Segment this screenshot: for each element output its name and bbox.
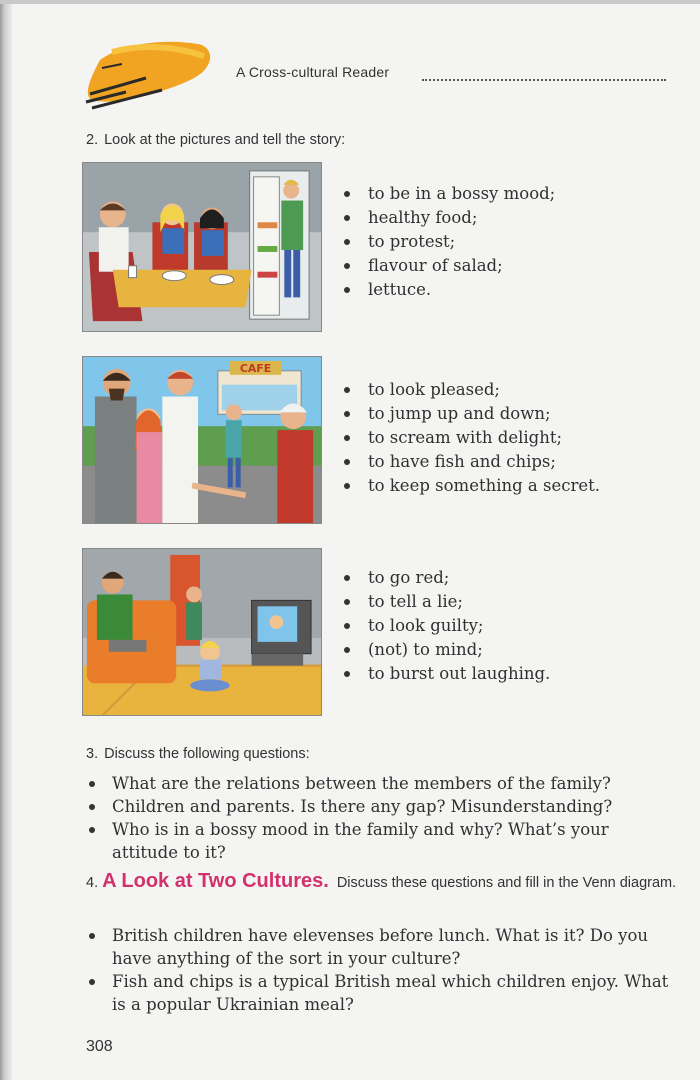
task-3-instruction — [86, 746, 310, 762]
vocab-item: lettuce. — [340, 278, 555, 302]
question-item: Who is in a bossy mood in the family and why? What’s your attitude to it? — [86, 818, 676, 864]
vocab-item: to burst out laughing. — [340, 662, 550, 686]
vocab-item: healthy food; — [340, 206, 555, 230]
bullet-icon — [344, 459, 350, 465]
cafe-outing-illustration — [82, 356, 322, 524]
family-dinner-illustration — [82, 162, 322, 332]
bullet-icon — [344, 287, 350, 293]
bullet-icon — [344, 387, 350, 393]
bullet-icon — [89, 827, 95, 833]
bullet-icon — [344, 191, 350, 197]
bullet-icon — [344, 575, 350, 581]
question-item: What are the relations between the members of the family? — [86, 772, 676, 795]
question-item: British children have elevenses before lunch. What is it? Do you have anything of the sort in your culture? — [86, 924, 676, 970]
vocab-item: to have fish and chips; — [340, 450, 600, 474]
page-number: 308 — [86, 1038, 113, 1055]
task-2-number: 2. — [86, 132, 99, 148]
task-3-number: 3. — [86, 746, 99, 762]
vocab-item: to look pleased; — [340, 378, 600, 402]
bullet-icon — [344, 483, 350, 489]
vocab-item: to look guilty; — [340, 614, 550, 638]
task-4-heading: A Look at Two Cultures. — [102, 870, 329, 892]
task-3-questions — [86, 772, 676, 864]
task-2-instruction — [86, 132, 345, 148]
vocab-item: to tell a lie; — [340, 590, 550, 614]
page-top-edge — [0, 0, 700, 4]
task-4-instruction — [86, 870, 680, 894]
running-title: A Cross-cultural Reader — [236, 64, 390, 80]
task-4-number: 4. — [86, 875, 99, 891]
task-2-text: Look at the pictures and tell the story: — [104, 132, 346, 148]
vocab-item: flavour of salad; — [340, 254, 555, 278]
vocab-item: to keep something a secret. — [340, 474, 600, 498]
bullet-icon — [89, 979, 95, 985]
vocab-item: to jump up and down; — [340, 402, 600, 426]
dotted-leader — [422, 79, 666, 81]
bullet-icon — [344, 435, 350, 441]
bullet-icon — [89, 804, 95, 810]
brush-stroke-logo — [82, 38, 218, 112]
task-4-text: Discuss these questions and fill in the Venn diagram. — [336, 875, 677, 891]
page-header — [82, 38, 672, 98]
book-binding — [0, 0, 12, 1080]
vocab-item: to protest; — [340, 230, 555, 254]
vocab-list-1 — [340, 182, 555, 302]
bullet-icon — [344, 623, 350, 629]
vocab-item: to scream with delight; — [340, 426, 600, 450]
task-3-text: Discuss the following questions: — [104, 746, 310, 762]
vocab-item: (not) to mind; — [340, 638, 550, 662]
vocab-list-3 — [340, 566, 550, 686]
bullet-icon — [344, 263, 350, 269]
question-item: Fish and chips is a typical British meal which children enjoy. What is a popular Ukrainian meal? — [86, 970, 676, 1016]
bullet-icon — [344, 239, 350, 245]
bullet-icon — [344, 671, 350, 677]
bullet-icon — [344, 411, 350, 417]
bullet-icon — [344, 215, 350, 221]
vocab-list-2 — [340, 378, 600, 498]
bullet-icon — [344, 599, 350, 605]
vocab-item: to go red; — [340, 566, 550, 590]
vocab-item: to be in a bossy mood; — [340, 182, 555, 206]
living-room-tv-illustration — [82, 548, 322, 716]
question-item: Children and parents. Is there any gap? Misunderstanding? — [86, 795, 676, 818]
task-4-questions — [86, 924, 676, 1016]
bullet-icon — [89, 933, 95, 939]
bullet-icon — [344, 647, 350, 653]
bullet-icon — [89, 781, 95, 787]
cafe-sign-text: CAFE — [239, 361, 272, 375]
